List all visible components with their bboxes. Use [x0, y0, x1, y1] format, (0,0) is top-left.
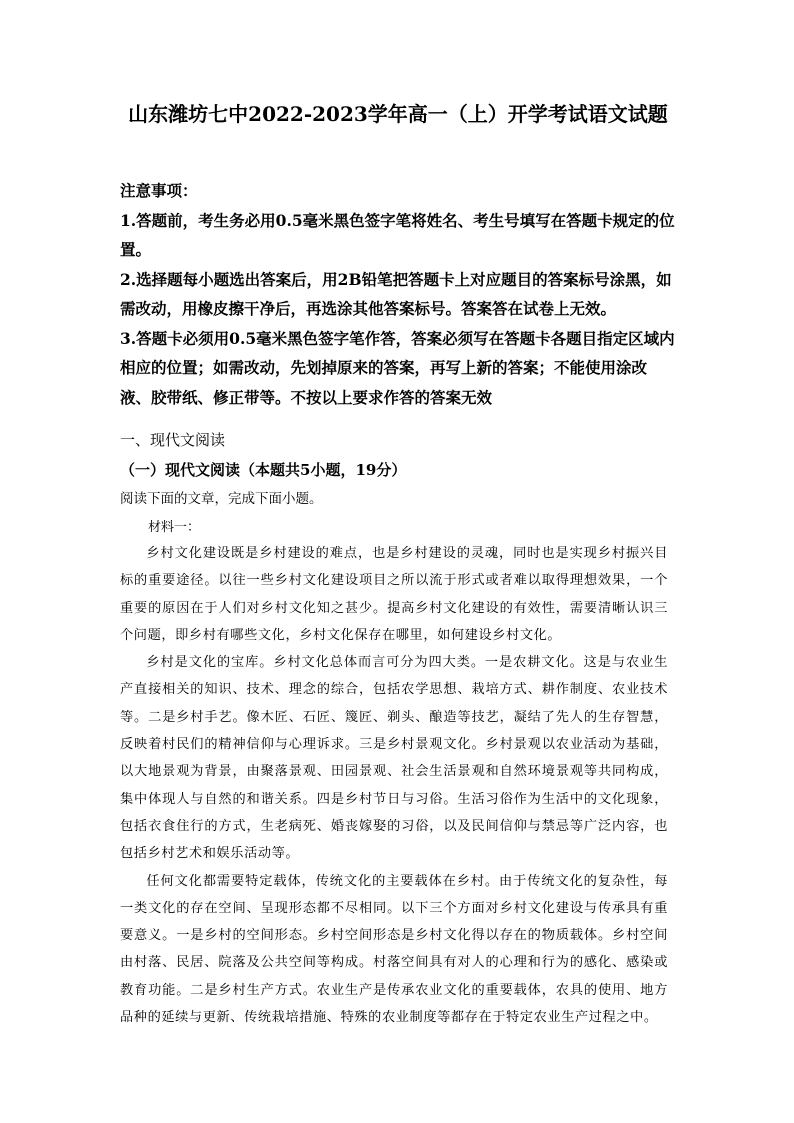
- section-heading: 一、现代文阅读: [120, 431, 226, 449]
- note-item-3: 3.答题卡必须用0.5毫米黑色签字笔作答，答案必须写在答题卡各题目指定区域内相应的位置；如需改动，先划掉原来的答案，再写上新的答案；不能使用涂改液、胶带纸、修正带等。不按以上要求作答的答案无效: [120, 328, 675, 407]
- subsection-heading: （一）现代文阅读（本题共5小题，19分）: [120, 461, 407, 479]
- notes-block: [120, 176, 675, 412]
- article-paragraph-1: 乡村文化建设既是乡村建设的难点，也是乡村建设的灵魂，同时也是实现乡村振兴目标的重要途径。以往一些乡村文化建设项目之所以流于形式或者难以取得理想效果，一个重要的原因在于人们对乡村文化知之甚少。提高乡村文化建设的有效性，需要清晰认识三个问题，即乡村有哪些文化，乡村文化保存在哪里，如何建设乡村文化。: [120, 546, 668, 643]
- notes-heading: 注意事项：: [120, 181, 198, 200]
- article-paragraph-2: 乡村是文化的宝库。乡村文化总体而言可分为四大类。一是农耕文化。这是与农业生产直接相关的知识、技术、理念的综合，包括农学思想、栽培方式、耕作制度、农业技术等。二是乡村手艺。像木匠、石匠、篾匠、剃头、酿造等技艺，凝结了先人的生存智慧，反映着村民们的精神信仰与心理诉求。三是乡村景观文化。乡村景观以农业活动为基础，以大地景观为背景，由聚落景观、田园景观、社会生活景观和自然环境景观等共同构成，集中体现人与自然的和谐关系。四是乡村节日与习俗。生活习俗作为生活中的文化现象，包括衣食住行的方式，生老病死、婚丧嫁娶的习俗，以及民间信仰与禁忌等广泛内容，也包括乡村艺术和娱乐活动等。: [120, 655, 668, 862]
- article-body: [120, 540, 668, 1031]
- page-title: 山东潍坊七中2022-2023学年高一（上）开学考试语文试题: [128, 102, 668, 126]
- reading-instruction: 阅读下面的文章，完成下面小题。: [120, 491, 323, 507]
- note-item-1: 1.答题前，考生务必用0.5毫米黑色签字笔将姓名、考生号填写在答题卡规定的位置。: [120, 210, 675, 259]
- article-paragraph-3: 任何文化都需要特定载体，传统文化的主要载体在乡村。由于传统文化的复杂性，每一类文化的存在空间、呈现形态都不尽相同。以下三个方面对乡村文化建设与传承具有重要意义。一是乡村的空间形态。乡村空间形态是乡村文化得以存在的物质载体。乡村空间由村落、民居、院落及公共空间等构成。村落空间具有对人的心理和行为的感化、感染或教育功能。二是乡村生产方式。农业生产是传承农业文化的重要载体，农具的使用、地方品种的延续与更新、传统栽培措施、特殊的农业制度等都存在于特定农业生产过程之中。: [120, 873, 668, 1026]
- note-item-2: 2.选择题每小题选出答案后，用2B铅笔把答题卡上对应题目的答案标号涂黑，如需改动，用橡皮擦干净后，再选涂其他答案标号。答案答在试卷上无效。: [120, 269, 672, 318]
- material-label: 材料一：: [148, 520, 201, 535]
